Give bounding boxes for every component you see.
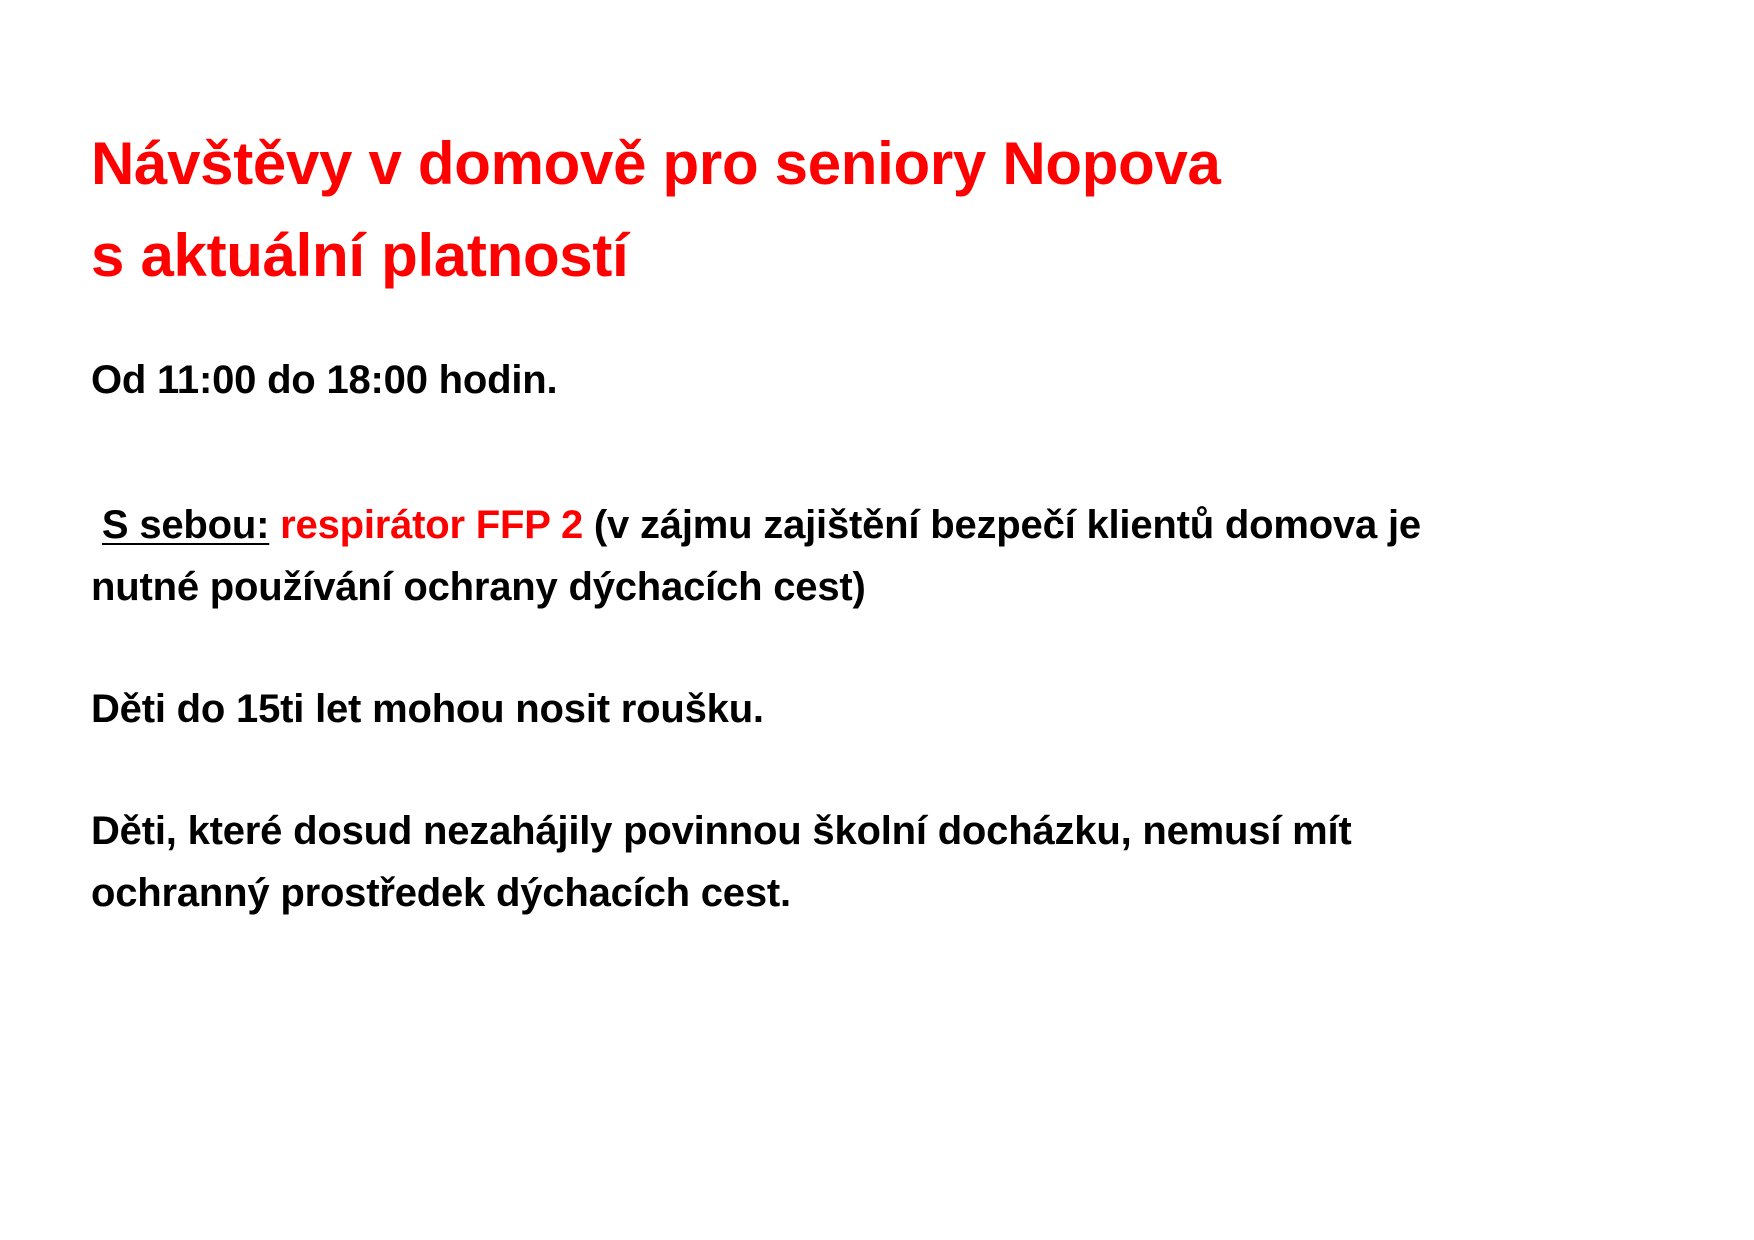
required-item: respirátor FFP 2 [280, 503, 583, 547]
bring-along-note-1: (v zájmu zajištění bezpečí klientů domova je [593, 503, 1421, 547]
title-line-2: s aktuální platností [91, 222, 629, 289]
title-line-1: Návštěvy v domově pro seniory Nopova [91, 130, 1221, 197]
preschool-children-rule-line-2: ochranný prostředek dýchacích cest. [91, 871, 791, 915]
bring-along-label: S sebou: [101, 503, 270, 547]
preschool-children-rule-line-1: Děti, které dosud nezahájily povinnou školní docházku, nemusí mít [91, 809, 1352, 853]
visiting-hours: Od 11:00 do 18:00 hodin. [91, 358, 558, 402]
bring-along-note-2: nutné používání ochrany dýchacích cest) [91, 565, 866, 609]
bring-along-line-1 [91, 494, 1421, 556]
children-under-15-rule: Děti do 15ti let mohou nosit roušku. [91, 687, 764, 731]
page-title [91, 118, 1221, 302]
